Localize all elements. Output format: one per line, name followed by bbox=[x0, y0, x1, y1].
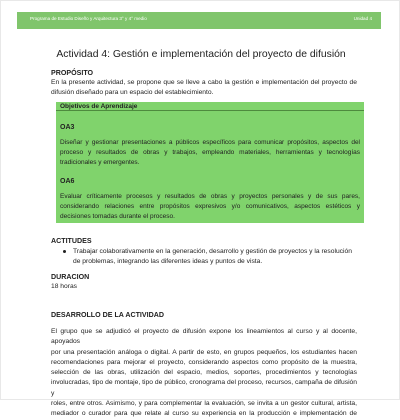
desarrollo-line: El grupo que se adjudicó el proyecto de difusión expone los lineamientos al curso y al docente, apoyados bbox=[51, 328, 357, 346]
desarrollo-line: selección de las obras, utilización del espacio, medios, soportes, procedimientos y tecnologías bbox=[51, 369, 357, 377]
list-item bbox=[63, 247, 359, 268]
desarrollo-line: por una presentación análoga o digital. A partir de esto, en grupos pequeños, los estudiantes hacen bbox=[51, 348, 357, 356]
objective-line: decisiones tomadas durante el proceso. bbox=[60, 212, 175, 220]
desarrollo-line: involucradas, tipo de montaje, tipo de público, cronograma del proceso, recursos, campaña de difusión y bbox=[51, 379, 357, 397]
desarrollo-heading: DESARROLLO DE LA ACTIVIDAD bbox=[51, 311, 164, 319]
objectives-heading: Objetivos de Aprendizaje bbox=[60, 103, 138, 110]
duracion-text: 18 horas bbox=[51, 283, 78, 290]
desarrollo-line: mediador o curador para que relate al curso su experiencia en la producción e implementación de bbox=[51, 410, 357, 418]
objectives-box bbox=[56, 102, 364, 223]
proposito-line: difusión diseñado para un espacio del establecimiento. bbox=[51, 89, 214, 97]
objective-line: considerando relaciones entre propósitos expresivos y/o comunicativos, aspectos estéticos y bbox=[60, 202, 360, 210]
duracion-heading: DURACION bbox=[51, 273, 90, 281]
objective-line: proceso y resultados de obras y trabajos, empleando materiales, herramientas y tecnologías bbox=[60, 148, 360, 156]
objective-line: Diseñar y gestionar presentaciones a públicos específicos para comunicar propósitos, aspectos del bbox=[60, 139, 360, 146]
desarrollo-paragraph bbox=[51, 327, 357, 420]
header-unit-label: Unidad 4 bbox=[353, 16, 372, 21]
bullet-icon bbox=[63, 250, 66, 253]
objective-text-oa3 bbox=[60, 138, 360, 167]
objective-code-oa6: OA6 bbox=[60, 178, 75, 185]
desarrollo-line: recomendaciones para mejorar el proyecto, considerando aspectos como propósito de la muestra, bbox=[51, 358, 357, 366]
objective-text-oa6 bbox=[60, 192, 360, 221]
header-band bbox=[17, 12, 381, 29]
objective-line: Evaluar críticamente procesos y resultados de obras y proyectos personales y de sus pares, bbox=[60, 193, 360, 200]
objective-line: tradicionales y emergentes. bbox=[60, 158, 140, 166]
proposito-paragraph bbox=[51, 78, 357, 99]
header-program-label: Programa de Estudio Diseño y Arquitectura 3° y 4° medio bbox=[30, 16, 147, 21]
actitud-line: de problemas, integrando las diferentes ideas y puntos de vista. bbox=[73, 258, 263, 266]
proposito-heading: PROPÓSITO bbox=[51, 69, 94, 77]
actitud-line: Trabajar colaborativamente en la generación, desarrollo y gestión de proyectos y la resolución bbox=[73, 248, 352, 255]
desarrollo-line: roles, entre otros. Asimismo, y para complementar la evaluación, se invita a un gestor cultural, artista, bbox=[51, 400, 357, 408]
objective-code-oa3: OA3 bbox=[60, 124, 75, 131]
proposito-line: En la presente actividad, se propone que se lleve a cabo la gestión e implementación del proyecto de bbox=[51, 79, 357, 86]
actitudes-heading: ACTITUDES bbox=[51, 237, 92, 245]
page-title: Actividad 4: Gestión e implementación del proyecto de difusión bbox=[56, 49, 346, 60]
actitudes-list bbox=[63, 247, 359, 268]
objectives-header bbox=[56, 102, 364, 111]
duracion-value bbox=[51, 282, 357, 292]
